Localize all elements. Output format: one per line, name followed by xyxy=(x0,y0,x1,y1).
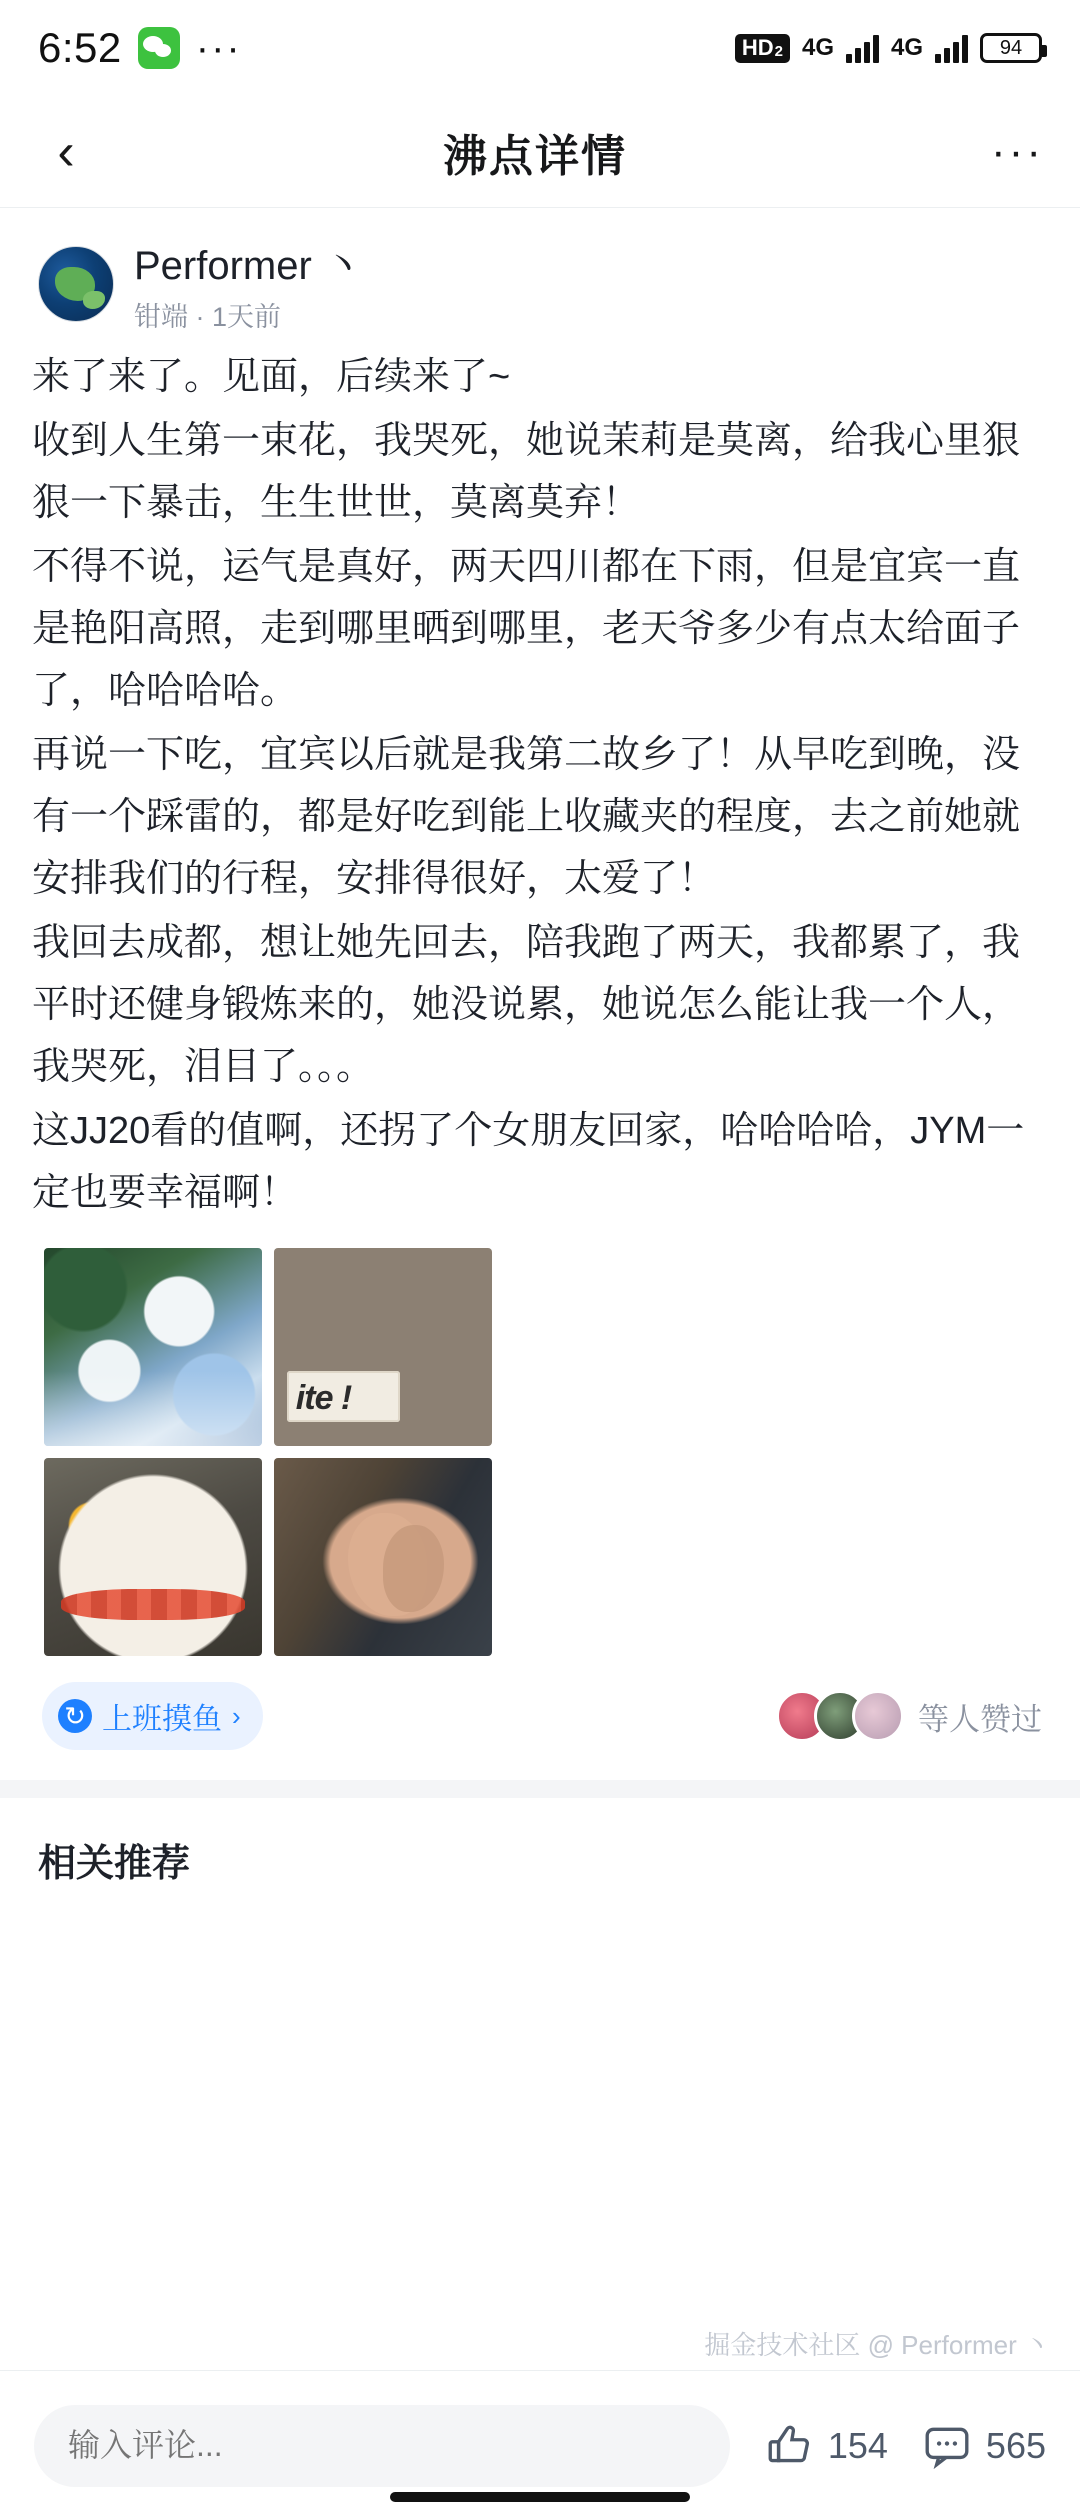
chevron-right-icon: › xyxy=(232,1700,241,1731)
likes-group[interactable] xyxy=(776,1690,1042,1742)
topic-tag-button[interactable] xyxy=(42,1682,263,1750)
comment-button[interactable] xyxy=(922,2421,1046,2471)
post-paragraph: 我回去成都，想让她先回去，陪我跑了两天，我都累了，我平时还健身锻炼来的，她没说累，她说怎么能让我一个人，我哭死，泪目了。。。 xyxy=(32,922,1021,1088)
home-indicator[interactable] xyxy=(390,2492,690,2502)
network-label-2: 4G xyxy=(890,34,923,61)
nav-bar xyxy=(0,96,1080,208)
photo-hands[interactable] xyxy=(274,1458,492,1656)
image-grid xyxy=(0,1226,1080,1656)
battery-percent: 94 xyxy=(999,36,1023,59)
status-time: 6:52 xyxy=(38,24,122,71)
hd-voice-icon xyxy=(735,34,790,63)
avatar[interactable] xyxy=(38,246,114,322)
author-row[interactable] xyxy=(0,208,1080,342)
hd-label: HD xyxy=(741,34,774,60)
author-name[interactable]: Performer 丶 xyxy=(134,244,363,288)
battery-icon xyxy=(980,33,1042,63)
signal-bars-icon-1 xyxy=(846,33,879,63)
topic-tag-label: 上班摸鱼 xyxy=(102,1703,222,1736)
post-body xyxy=(0,342,1080,1224)
comment-input[interactable] xyxy=(34,2405,730,2487)
signal-bars-icon-2 xyxy=(935,33,968,63)
like-avatar xyxy=(852,1690,904,1742)
page-title: 沸点详情 xyxy=(443,131,627,181)
tag-and-likes-row xyxy=(0,1656,1080,1750)
photo-flowers[interactable] xyxy=(44,1248,262,1446)
post-paragraph: 来了来了。见面，后续来了~ xyxy=(32,356,511,398)
post-paragraph: 这JJ20看的值啊，还拐了个女朋友回家，哈哈哈哈，JYM一定也要幸福啊！ xyxy=(32,1110,1025,1214)
like-avatars xyxy=(776,1690,904,1742)
more-options-icon[interactable]: ··· xyxy=(991,126,1044,176)
post-paragraph: 收到人生第一束花，我哭死，她说茉莉是莫离，给我心里狠狠一下暴击，生生世世，莫离莫弃！ xyxy=(32,420,1021,524)
author-meta xyxy=(134,234,363,334)
status-bar-right xyxy=(735,33,1042,63)
wechat-icon xyxy=(138,27,180,69)
like-button[interactable] xyxy=(764,2421,888,2471)
back-icon[interactable]: ‹ xyxy=(57,122,75,181)
post-paragraph: 再说一下吃，宜宾以后就是我第二故乡了！从早吃到晚，没有一个踩雷的，都是好吃到能上收藏夹的程度，去之前她就安排我们的行程，安排得很好，太爱了！ xyxy=(32,734,1021,900)
like-count: 154 xyxy=(827,2424,888,2466)
likes-text: 等人赞过 xyxy=(918,1701,1042,1737)
section-divider xyxy=(0,1780,1080,1798)
post-paragraph: 不得不说，运气是真好，两天四川都在下雨，但是宜宾一直是艳阳高照，走到哪里晒到哪里，老天爷多少有点太给面子了，哈哈哈哈。 xyxy=(32,546,1021,712)
hd-sub: 2 xyxy=(774,42,783,60)
watermark: 掘金技术社区 @ Performer 丶 xyxy=(704,2330,1050,2360)
thumbs-up-icon xyxy=(764,2421,814,2471)
photo-rice[interactable] xyxy=(44,1458,262,1656)
comment-count: 565 xyxy=(985,2424,1046,2466)
author-subtitle: 钳端 · 1天前 xyxy=(134,302,282,332)
comment-icon xyxy=(922,2421,972,2471)
topic-icon xyxy=(58,1699,92,1733)
recommend-section-title: 相关推荐 xyxy=(38,1843,191,1885)
post-detail-content xyxy=(0,208,1080,2520)
status-bar-left xyxy=(38,24,242,72)
photo-salad[interactable] xyxy=(274,1248,492,1446)
network-label-1: 4G xyxy=(801,34,834,61)
status-overflow-icon: ··· xyxy=(195,26,242,70)
status-bar xyxy=(0,0,1080,96)
